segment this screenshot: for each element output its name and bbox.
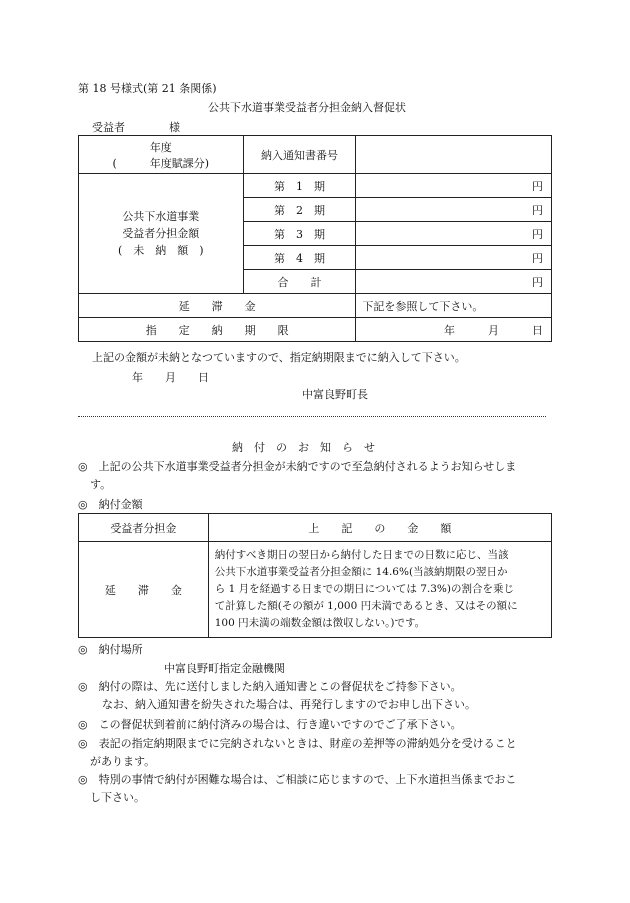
amount-label-line1: 公共下水道事業 [122, 210, 200, 223]
fiscal-year-cell [79, 136, 244, 174]
late-table-header-2: 上 記 の 金 額 [208, 514, 551, 542]
notice-item-6 [78, 771, 546, 807]
notice-item-6-line2: し下さい。 [90, 791, 145, 804]
late-fee-value: 下記を参照して下さい。 [356, 294, 552, 318]
amount-label-line2: 受益者分担金額 [122, 227, 200, 240]
period-4-label: 第 4 期 [243, 246, 356, 270]
notice-text: 上記の金額が未納となつていますので、指定納期限までに納入して下さい。 [92, 351, 466, 364]
notice-item-4 [78, 716, 546, 734]
period-3-amount: 円 [356, 222, 552, 246]
late-desc-line4: て計算した額(その額が 1,000 円未満であるとき、又はその額に [214, 600, 518, 612]
issuer-name: 中富良野町長 [302, 388, 368, 401]
late-table-description [208, 542, 551, 638]
late-table-label: 延 滞 金 [79, 542, 209, 638]
notice-item-5 [78, 735, 546, 771]
amount-label-line3: ( 未 納 額 ) [118, 244, 204, 257]
notice-item-1-line1: ◎ 上記の公共下水道事業受益者分担金が未納ですので至急納付されるようお知らせしま [78, 460, 517, 473]
recipient-line: 受益者 様 [92, 121, 180, 134]
cut-line [78, 416, 546, 417]
late-desc-line1: 納付すべき期日の翌日から納付した日までの日数に応じ、当該 [214, 549, 509, 561]
section-title: 納 付 の お 知 ら せ [232, 441, 375, 454]
notice-number-label: 納入通知書番号 [243, 136, 356, 174]
issue-date: 年 月 日 [132, 371, 209, 384]
deadline-label: 指 定 納 期 限 [79, 318, 356, 342]
form-number: 第 18 号様式(第 21 条関係) [78, 82, 217, 95]
total-amount: 円 [356, 270, 552, 294]
notice-item-5-line1: ◎ 表記の指定納期限までに完納されないときは、財産の差押等の滞納処分を受けること [78, 737, 517, 750]
document-title: 公共下水道事業受益者分担金納入督促状 [208, 101, 406, 114]
fiscal-year-label: 年度 [149, 140, 172, 154]
notice-item-4-line1: ◎ この督促状到着前に納付済みの場合は、行き違いですのでご了承下さい。 [78, 718, 462, 731]
notice-item-1 [78, 458, 546, 494]
period-4-amount: 円 [356, 246, 552, 270]
late-desc-line5: 100 円未満の端数金額は徴収しない。)です。 [214, 617, 426, 629]
notice-item-5-line2: があります。 [90, 755, 156, 768]
period-3-label: 第 3 期 [243, 222, 356, 246]
period-1-amount: 円 [356, 174, 552, 198]
notice-number-value [356, 136, 552, 174]
fiscal-year-sub: ( 年度賦課分) [112, 156, 210, 170]
period-2-label: 第 2 期 [243, 198, 356, 222]
payment-place: 中富良野町指定金融機関 [164, 662, 285, 675]
payment-place-heading: ◎ 納付場所 [78, 643, 143, 656]
notice-item-1-line2: す。 [90, 478, 112, 491]
demand-table [78, 135, 552, 342]
payment-amount-heading: ◎ 納付金額 [78, 498, 143, 511]
notice-item-3-line1: ◎ 納付の際は、先に送付しました納入通知書とこの督促状をご持参下さい。 [78, 680, 462, 693]
notice-item-3-line2: なお、納入通知書を紛失された場合は、再発行しますのでお申し出下さい。 [102, 698, 476, 711]
late-fee-table [78, 513, 552, 638]
notice-item-6-line1: ◎ 特別の事情で納付が困難な場合は、ご相談に応じますので、上下水道担当係までおこ [78, 773, 517, 786]
late-fee-label: 延 滞 金 [79, 294, 356, 318]
period-1-label: 第 1 期 [243, 174, 356, 198]
deadline-value: 年 月 日 [356, 318, 552, 342]
total-label: 合 計 [243, 270, 356, 294]
notice-item-3 [78, 678, 546, 714]
late-desc-line2: 公共下水道事業受益者分担金額に 14.6%(当該納期限の翌日か [214, 566, 508, 578]
amount-label-cell [79, 174, 244, 294]
late-table-header-1: 受益者分担金 [79, 514, 209, 542]
period-2-amount: 円 [356, 198, 552, 222]
late-desc-line3: ら 1 月を経過する日までの期日については 7.3%)の割合を乗じ [214, 583, 515, 595]
